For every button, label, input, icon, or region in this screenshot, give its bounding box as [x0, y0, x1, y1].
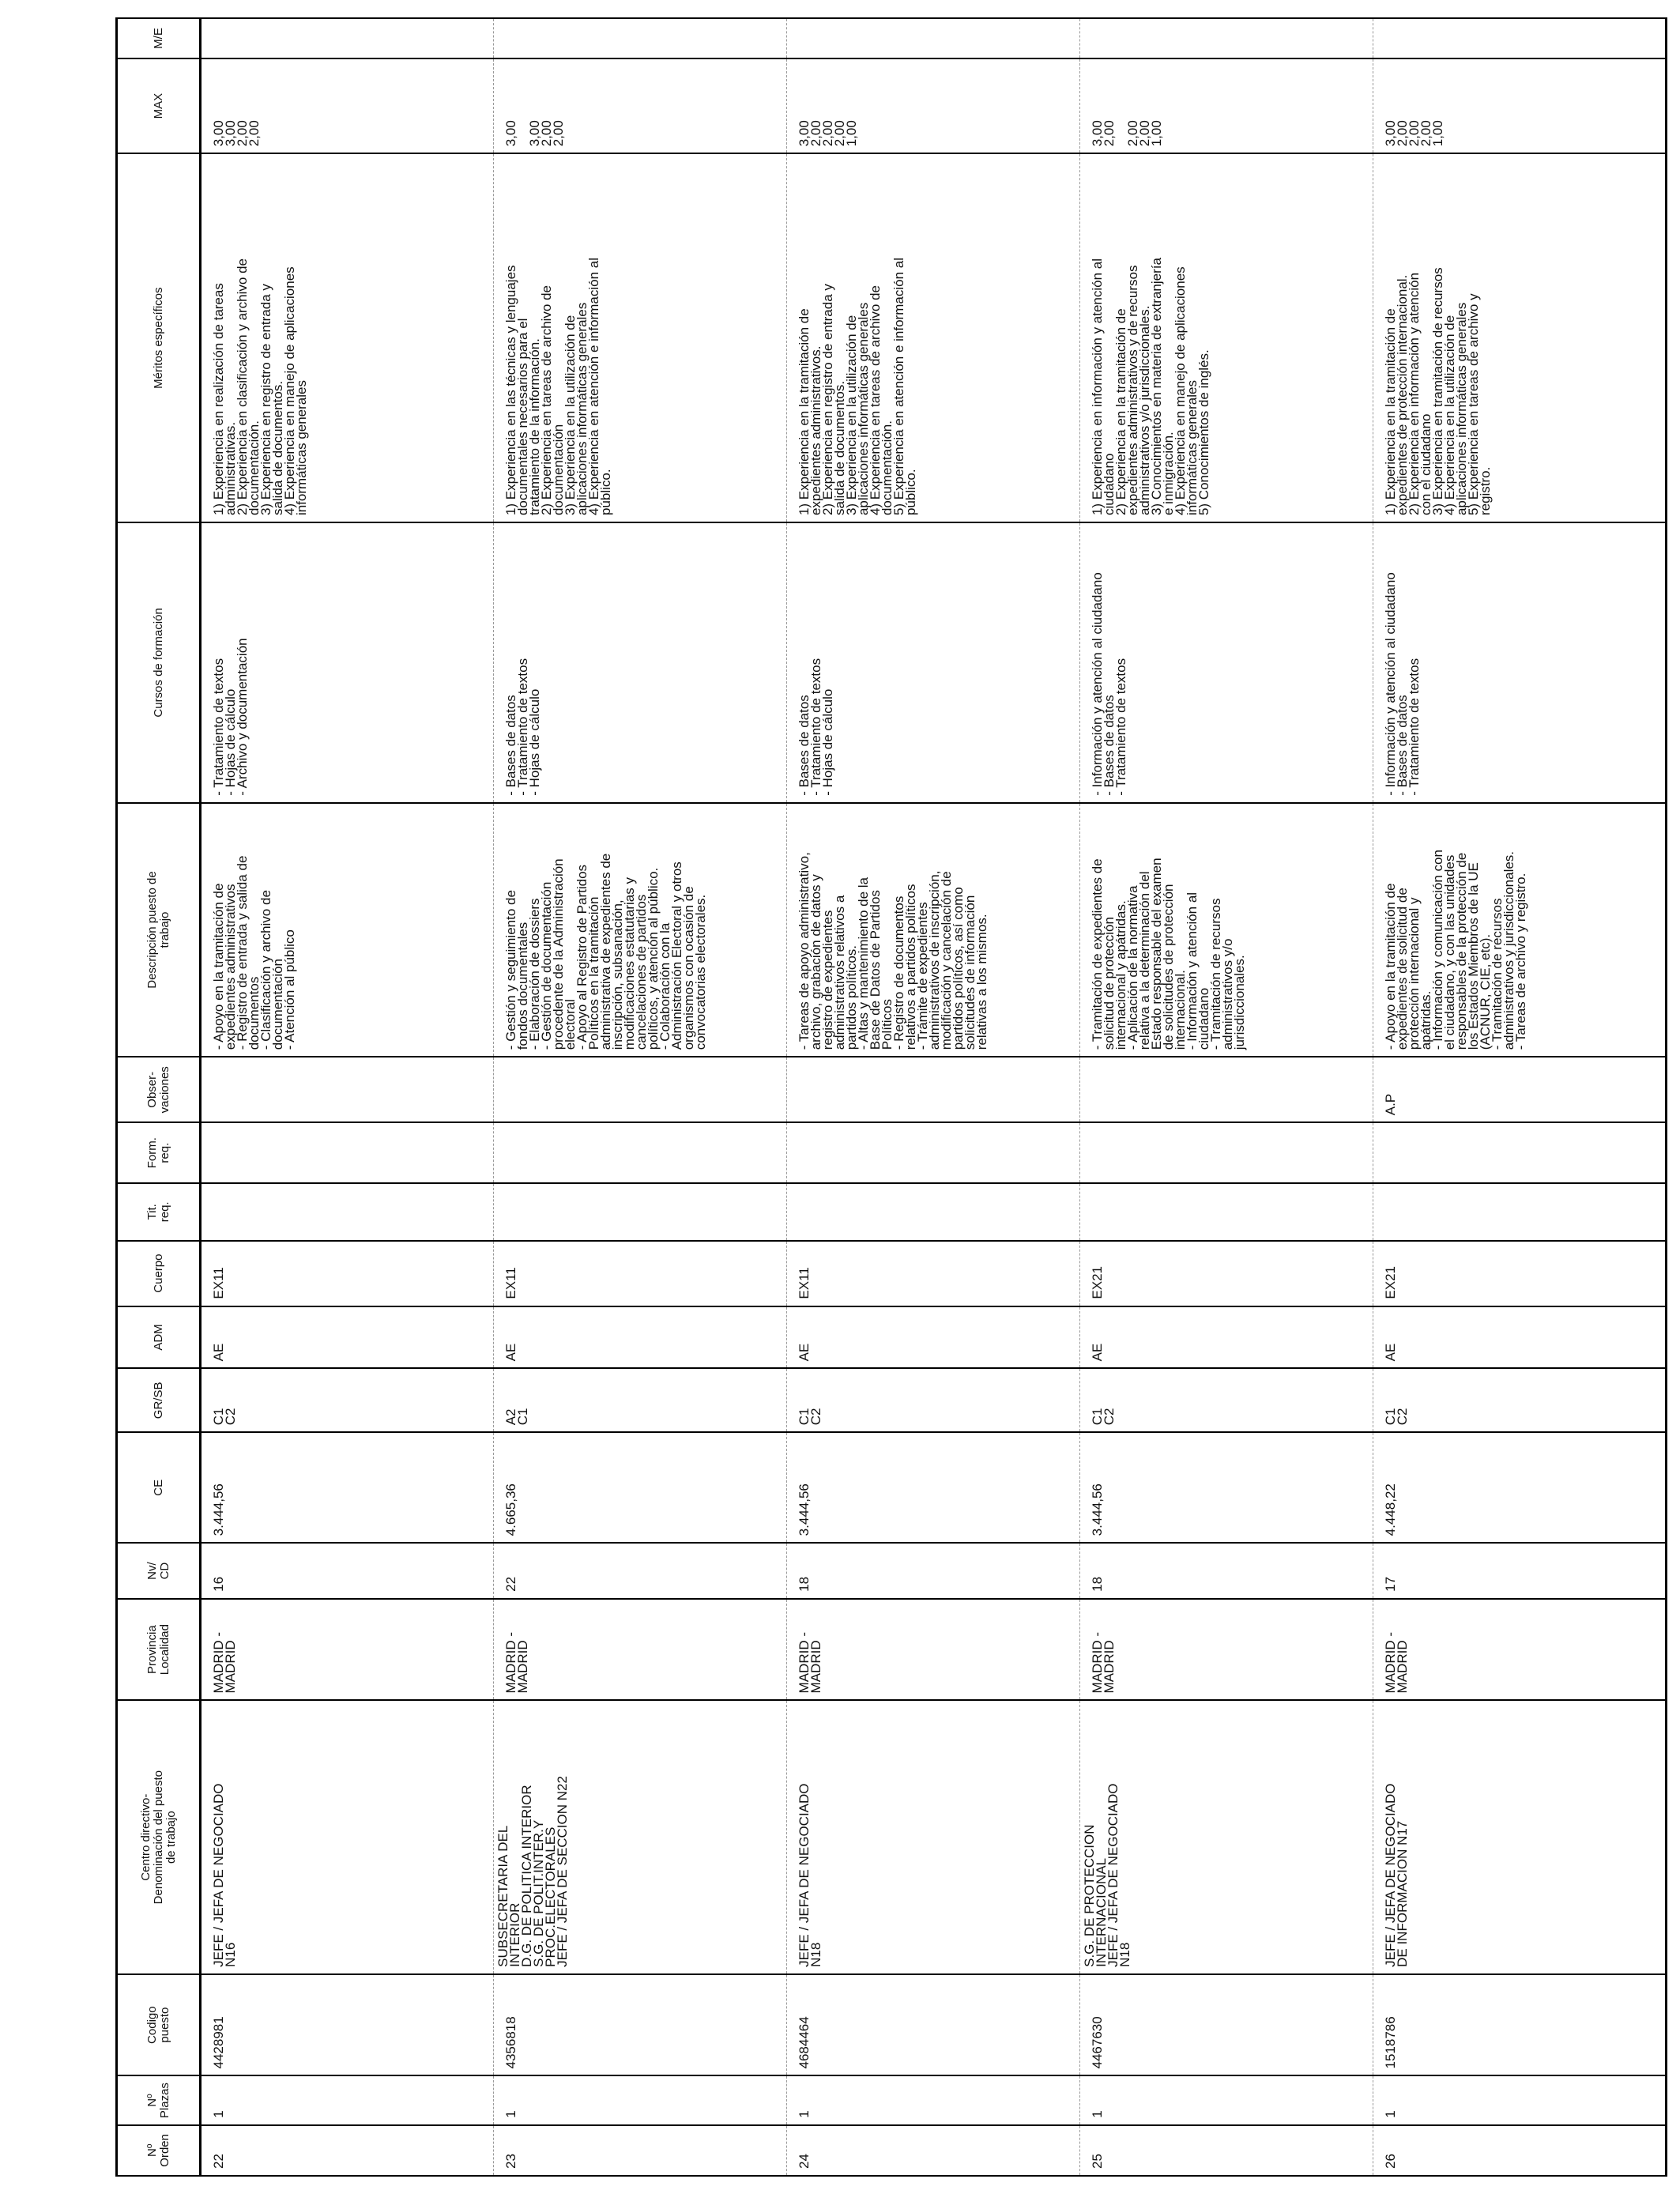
cell-codigo: 4684464: [787, 1974, 1080, 2076]
cell-me: [494, 18, 787, 58]
cell-codigo: 4356818: [494, 1974, 787, 2076]
cell-me: [1080, 18, 1373, 58]
cell-plazas: 1: [1373, 2075, 1667, 2124]
header-provincia: Provincia Localidad: [117, 1599, 201, 1701]
cell-adm: AE: [1373, 1306, 1667, 1369]
header-max: MAX: [117, 58, 201, 153]
cell-ce: 4.448,22: [1373, 1432, 1667, 1543]
cell-orden: 22: [201, 2125, 494, 2176]
cell-formacion: [787, 1122, 1080, 1183]
cell-grupo: A2 C1: [494, 1368, 787, 1432]
job-positions-table: [115, 17, 1667, 2177]
cell-titulacion: [1080, 1183, 1373, 1241]
header-meritos: Méritos específicos: [117, 153, 201, 522]
cell-plazas: 1: [1080, 2075, 1373, 2124]
header-cuerpo: Cuerpo: [117, 1241, 201, 1306]
cell-max: 3,00 2,00 2,00 2,00 1,00: [787, 58, 1080, 153]
cell-adm: AE: [787, 1306, 1080, 1369]
cell-centro: [201, 1700, 494, 1973]
cell-grupo: C1 C2: [787, 1368, 1080, 1432]
cell-cursos: - Información y atención al ciudadano - Bases de datos - Tratamiento de textos: [1373, 522, 1667, 803]
table-row: [201, 18, 494, 2176]
cell-meritos: 1) Experiencia en la tramitación de expedientes de protección internacional. 2) Experiencia en información y atención con el ciudadano 3) Experiencia en tramitación de recursos 4) Experiencia en la utilización de aplicaciones informáticas generales 5) Experiencia en tareas de archivo y registro.: [1373, 153, 1667, 522]
cell-titulacion: [494, 1183, 787, 1241]
top-blank-margin: [5, 17, 115, 2177]
cell-max: 3,00 3,00 2,00 2,00: [494, 58, 787, 153]
cell-meritos: 1) Experiencia en realización de tareas administrativas. 2) Experiencia en clasificación y archivo de documentación. 3) Experiencia en registro de entrada y salida de documentos. 4) Experiencia en manejo de aplicaciones informáticas generales: [201, 153, 494, 522]
cell-descripcion: - Tramitación de expedientes de solicitud de protección internacional y apátridas. - Aplicación de la normativa relativa a la determinación del Estado responsable del examen de solicitudes de protección internacional. - Información y atención al ciudadano - Tramitación de recursos administrativos y/o jurisdiccionales.: [1080, 803, 1373, 1057]
cell-me: [201, 18, 494, 58]
header-nivel: Nv/ CD: [117, 1543, 201, 1599]
cell-cursos: - Tratamiento de textos - Hojas de cálculo - Archivo y documentación: [201, 522, 494, 803]
cell-codigo: 4428981: [201, 1974, 494, 2076]
header-ce: CE: [117, 1432, 201, 1543]
cell-me: [1373, 18, 1667, 58]
cell-me: [787, 18, 1080, 58]
table-row: [1080, 18, 1373, 2176]
cell-cuerpo: EX11: [787, 1241, 1080, 1306]
cell-centro: [787, 1700, 1080, 1973]
cell-provincia: MADRID - MADRID: [1373, 1599, 1667, 1701]
cell-centro: [1080, 1700, 1373, 1973]
cell-formacion: [1080, 1122, 1373, 1183]
table-row: [494, 18, 787, 2176]
cell-descripcion: - Apoyo en la tramitación de expedientes administrativos - Registro de entrada y salida de documentos - Clasificación y archivo de documentación - Atención al público: [201, 803, 494, 1057]
cell-provincia: MADRID - MADRID: [787, 1599, 1080, 1701]
cell-orden: 23: [494, 2125, 787, 2176]
cell-grupo: C1 C2: [1080, 1368, 1373, 1432]
cell-plazas: 1: [494, 2075, 787, 2124]
cell-cursos: - Bases de datos - Tratamiento de textos - Hojas de cálculo: [494, 522, 787, 803]
cell-adm: AE: [1080, 1306, 1373, 1369]
cell-centro-title: JEFE / JEFA DE NEGOCIADO DE INFORMACION N17: [1383, 1783, 1410, 1967]
cell-centro-title: JEFE / JEFA DE NEGOCIADO N18: [1106, 1783, 1132, 1967]
header-formacion: Form. req.: [117, 1122, 201, 1183]
header-me: M/E: [117, 18, 201, 58]
cell-cuerpo: EX11: [201, 1241, 494, 1306]
cell-cuerpo: EX21: [1373, 1241, 1667, 1306]
cell-codigo: 4467630: [1080, 1974, 1373, 2076]
cell-provincia: MADRID - MADRID: [201, 1599, 494, 1701]
cell-provincia: MADRID - MADRID: [1080, 1599, 1373, 1701]
cell-orden: 26: [1373, 2125, 1667, 2176]
cell-nivel: 22: [494, 1543, 787, 1599]
header-adm: ADM: [117, 1306, 201, 1369]
cell-centro: [1373, 1700, 1667, 1973]
cell-adm: AE: [201, 1306, 494, 1369]
cell-ce: 3.444,56: [787, 1432, 1080, 1543]
cell-plazas: 1: [201, 2075, 494, 2124]
cell-centro: [494, 1700, 787, 1973]
cell-max: 3,00 3,00 2,00 2,00: [201, 58, 494, 153]
cell-centro-title: JEFE / JEFA DE NEGOCIADO N16: [211, 1783, 238, 1967]
cell-ce: 3.444,56: [1080, 1432, 1373, 1543]
cell-adm: AE: [494, 1306, 787, 1369]
cell-grupo: C1 C2: [201, 1368, 494, 1432]
cell-formacion: [1373, 1122, 1667, 1183]
cell-cuerpo: EX21: [1080, 1241, 1373, 1306]
cell-provincia: MADRID - MADRID: [494, 1599, 787, 1701]
cell-max: 3,00 2,00 2,00 2,00 1,00: [1373, 58, 1667, 153]
cell-meritos: 1) Experiencia en las técnicas y lenguajes documentales necesarios para el tratamiento de la información. 2) Experiencia en tareas de archivo de documentación 3) Experiencia en la utilización de aplicaciones informáticas generales 4) Experiencia en atención e información al público.: [494, 153, 787, 522]
cell-centro-title: JEFE / JEFA DE SECCION N22: [555, 1776, 570, 1967]
cell-cursos: - Bases de datos - Tratamiento de textos - Hojas de cálculo: [787, 522, 1080, 803]
cell-cuerpo: EX11: [494, 1241, 787, 1306]
cell-observaciones: [787, 1057, 1080, 1122]
cell-descripcion: - Gestión y seguimiento de fondos documentales - Elaboración de dossiers - Gestión de documentación procedente de la Administración electoral - Apoyo al Registro de Partidos Políticos en la tramitación administrativa de expedientes de inscripción, subsanación, modificaciones estatutarias y cancelaciones de partidos políticos, y atención al público. - Colaboración con la Administración Electoral y otros organismos con ocasión de convocatorias electorales.: [494, 803, 787, 1057]
cell-titulacion: [787, 1183, 1080, 1241]
header-plazas: Nº Plazas: [117, 2075, 201, 2124]
cell-nivel: 17: [1373, 1543, 1667, 1599]
cell-codigo: 1518786: [1373, 1974, 1667, 2076]
header-descripcion: Descripción puesto de trabajo: [117, 803, 201, 1057]
cell-ce: 4.665,36: [494, 1432, 787, 1543]
cell-nivel: 18: [1080, 1543, 1373, 1599]
cell-formacion: [494, 1122, 787, 1183]
header-orden: Nº Orden: [117, 2125, 201, 2176]
cell-nivel: 18: [787, 1543, 1080, 1599]
table-row: [1373, 18, 1667, 2176]
table-header-row: [117, 18, 201, 2176]
cell-titulacion: [201, 1183, 494, 1241]
table-row: [787, 18, 1080, 2176]
cell-grupo: C1 C2: [1373, 1368, 1667, 1432]
cell-orden: 25: [1080, 2125, 1373, 2176]
cell-descripcion: - Tareas de apoyo administrativo, archivo, grabación de datos y registro de expedientes administrativos relativos a partidos políticos. - Altas y mantenimiento de la Base de Datos de Partidos Políticos - Registro de documentos relativos a partidos políticos - Trámite de expedientes administrativos de inscripción, modificación y cancelación de partidos políticos, así como solicitudes de información relativas a los mismos.: [787, 803, 1080, 1057]
cell-meritos: 1) Experiencia en la tramitación de expedientes administrativos. 2) Experiencia en registro de entrada y salida de documentos. 3) Experiencia en la utilización de aplicaciones informáticas generales 4) Experiencia en tareas de archivo de documentación. 5) Experiencia en atención e información al público.: [787, 153, 1080, 522]
cell-observaciones: [494, 1057, 787, 1122]
cell-descripcion: - Apoyo en la tramitación de expedientes de solicitud de protección internacional y apátridas. - Información y comunicación con el ciudadano, y con las unidades responsables de la protección de los Estados Miembros de la UE (ACNUR, CIE, etc). - Tramitación de recursos administrativos y jurisdiccionales. - Tareas de archivo y registro.: [1373, 803, 1667, 1057]
header-titulacion: Tit. req.: [117, 1183, 201, 1241]
cell-centro-sub: S.G. DE PROTECCION INTERNACIONAL: [1082, 1824, 1109, 1967]
header-observaciones: Obser- vaciones: [117, 1057, 201, 1122]
cell-observaciones: [1080, 1057, 1373, 1122]
header-codigo: Codigo puesto: [117, 1974, 201, 2076]
cell-titulacion: [1373, 1183, 1667, 1241]
header-grupo: GR/SB: [117, 1368, 201, 1432]
cell-observaciones: A.P: [1373, 1057, 1667, 1122]
cell-formacion: [201, 1122, 494, 1183]
cell-observaciones: [201, 1057, 494, 1122]
cell-nivel: 16: [201, 1543, 494, 1599]
cell-max: 3,00 2,00 2,00 2,00 1,00: [1080, 58, 1373, 153]
cell-centro-title: JEFE / JEFA DE NEGOCIADO N18: [797, 1783, 823, 1967]
header-centro: Centro directivo- Denominación del puesto de trabajo: [117, 1700, 201, 1973]
cell-ce: 3.444,56: [201, 1432, 494, 1543]
cell-meritos: 1) Experiencia en información y atención al ciudadano 2) Experiencia en la tramitación de expedientes administrativos y de recursos administrativos y/o jurisdiccionales. 3) Conocimientos en materia de extranjería e inmigración. 4) Experiencia en manejo de aplicaciones informáticas generales 5) Conocimientos de inglés.: [1080, 153, 1373, 522]
cell-plazas: 1: [787, 2075, 1080, 2124]
cell-orden: 24: [787, 2125, 1080, 2176]
cell-centro-sub: SUBSECRETARIA DEL INTERIOR D.G. DE POLITICA INTERIOR S.G. DE POLIT.INTER.Y PROC.ELECTORALES: [495, 1785, 558, 1967]
cell-cursos: - Información y atención al ciudadano - Bases de datos - Tratamiento de textos: [1080, 522, 1373, 803]
header-cursos: Cursos de formación: [117, 522, 201, 803]
